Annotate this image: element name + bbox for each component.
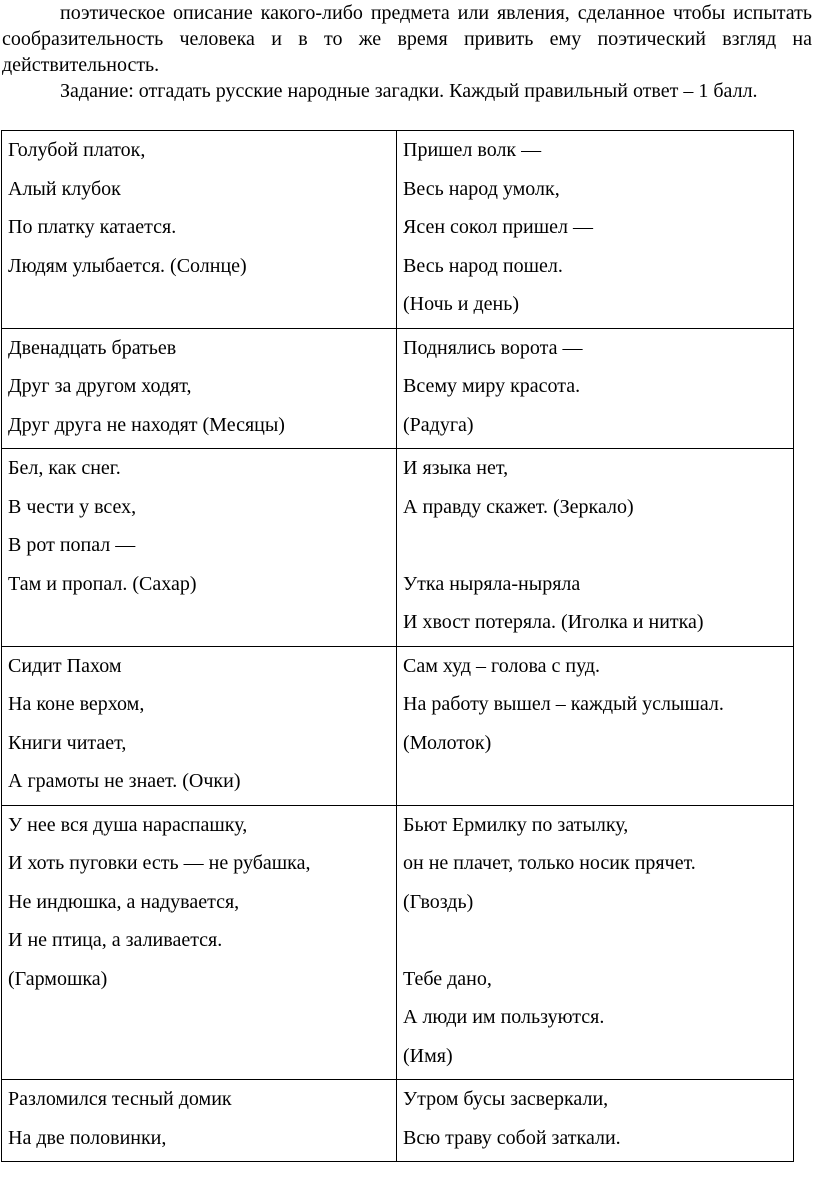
riddle-cell-left (2, 328, 397, 449)
riddle-cell-right (397, 805, 794, 1080)
riddle-line: (Гармошка) (8, 967, 108, 990)
riddle-line: Двенадцать братьев (8, 336, 177, 359)
riddle-line: Всю траву собой заткали. (403, 1126, 621, 1149)
riddle-line: И языка нет, (403, 457, 509, 479)
riddle-cell-left (2, 449, 397, 647)
riddle-cell-right (397, 328, 794, 449)
riddle-line: Голубой платок, (8, 139, 146, 161)
riddle-row (2, 646, 794, 805)
riddles-table (1, 130, 794, 1162)
riddle-line: Ясен сокол пришел — (403, 216, 593, 238)
riddle-line: Пришел волк — (403, 139, 542, 161)
riddle-line: В чести у всех, (8, 495, 137, 518)
riddles-table-body (2, 131, 794, 1162)
riddle-line: (Молоток) (403, 731, 492, 754)
riddle-row (2, 131, 794, 329)
riddle-line: Весь народ пошел. (403, 254, 563, 277)
riddle-line: Друг друга не находят (Месяцы) (8, 413, 285, 436)
riddle-line: Людям улыбается. (Солнце) (8, 254, 247, 277)
riddle-spacer (403, 925, 789, 964)
riddle-line: Тебе дано, (403, 967, 492, 990)
riddle-line: Сидит Пахом (8, 654, 122, 677)
riddle-line: Всему миру красота. (403, 375, 581, 397)
intro-paragraph-definition: поэтическое описание какого-либо предмета или явления, сделанное чтобы испытать сообразительность человека и в то же время привить ему поэтический взгляд на действительность. (2, 2, 812, 76)
riddle-cell-right (397, 449, 794, 647)
riddle-line: Не индюшка, а надувается, (8, 890, 240, 913)
riddle-spacer (403, 530, 789, 569)
riddle-line: И хвост потеряла. (Иголка и нитка) (403, 611, 704, 633)
riddle-line: Бьют Ермилку по затылку, (403, 813, 629, 836)
riddle-line: На коне верхом, (8, 693, 145, 715)
riddle-row (2, 449, 794, 647)
riddle-cell-right (397, 1080, 794, 1162)
riddle-row (2, 805, 794, 1080)
riddle-line: он не плачет, только носик прячет. (403, 852, 696, 874)
riddle-line: Разломился тесный домик (8, 1088, 232, 1110)
riddle-cell-left (2, 131, 397, 329)
riddle-line: (Гвоздь) (403, 890, 474, 913)
riddle-line: И хоть пуговки есть — не рубашка, (8, 852, 311, 874)
riddle-line: (Имя) (403, 1044, 453, 1067)
riddle-row (2, 328, 794, 449)
riddle-row (2, 1080, 794, 1162)
riddle-cell-left (2, 805, 397, 1080)
riddle-line: А грамоты не знает. (Очки) (8, 770, 241, 792)
riddle-line: В рот попал — (8, 534, 136, 556)
riddle-line: А правду скажет. (Зеркало) (403, 495, 634, 518)
riddle-line: Сам худ – голова с пуд. (403, 654, 601, 677)
riddle-line: Бел, как снег. (8, 457, 121, 479)
riddle-line: (Радуга) (403, 413, 474, 436)
riddle-line: По платку катается. (8, 216, 177, 238)
intro-paragraph-task: Задание: отгадать русские народные загадки. Каждый правильный ответ – 1 балл. (60, 80, 758, 102)
riddle-line: У нее вся душа нараспашку, (8, 813, 248, 836)
riddle-line: А люди им пользуются. (403, 1006, 605, 1028)
riddle-line: Утром бусы засверкали, (403, 1088, 609, 1110)
riddle-line: (Ночь и день) (403, 293, 520, 315)
riddle-line: Утка ныряла-ныряла (403, 572, 581, 595)
riddle-line: Весь народ умолк, (403, 177, 560, 200)
riddle-cell-left (2, 1080, 397, 1162)
intro-text (0, 0, 816, 104)
riddle-cell-right (397, 646, 794, 805)
riddle-line: На две половинки, (8, 1126, 167, 1149)
riddle-line: И не птица, а заливается. (8, 929, 223, 951)
riddle-line: Поднялись ворота — (403, 336, 583, 359)
riddle-line: Там и пропал. (Сахар) (8, 572, 197, 595)
riddle-line: Друг за другом ходят, (8, 375, 192, 397)
riddle-line: На работу вышел – каждый услышал. (403, 693, 724, 715)
riddle-line: Книги читает, (8, 731, 127, 754)
riddle-cell-left (2, 646, 397, 805)
riddle-cell-right (397, 131, 794, 329)
riddle-line: Алый клубок (8, 177, 121, 200)
